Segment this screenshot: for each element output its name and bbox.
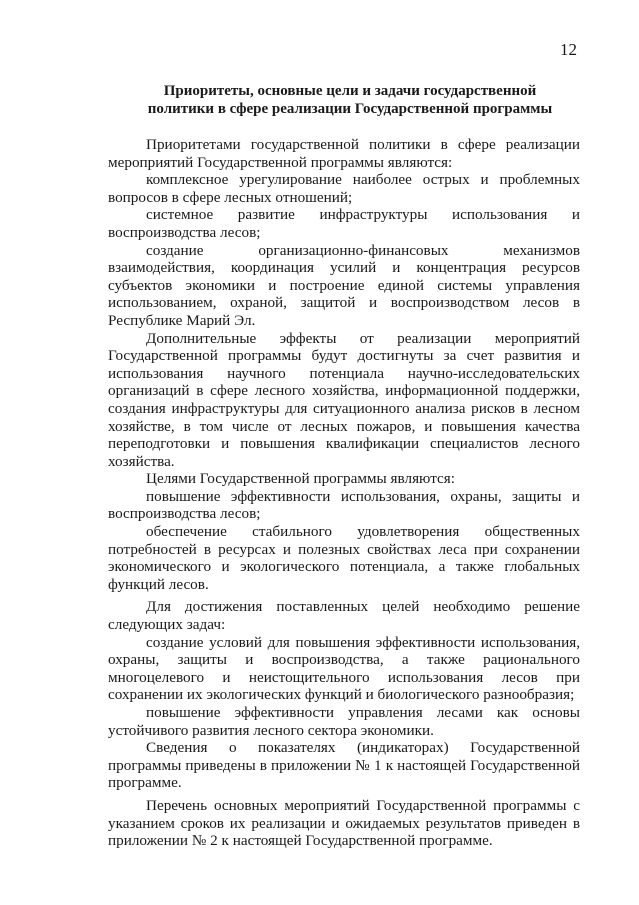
paragraph-tasks-intro: Для достижения поставленных целей необходимо решение следующих задач: <box>108 598 580 634</box>
paragraph-priority-2: системное развитие инфраструктуры использования и воспроизводства лесов; <box>108 206 580 241</box>
paragraph-task-2: повышение эффективности управления лесами как основы устойчивого развития лесного сектора экономики. <box>108 704 580 739</box>
paragraph-goals-intro: Целями Государственной программы являются: <box>146 470 455 488</box>
page-number: 12 <box>560 40 577 59</box>
section-title-line-1: Приоритеты, основные цели и задачи государственной <box>163 83 537 99</box>
paragraph-measures: Перечень основных мероприятий Государственной программы с указанием сроков их реализации и ожидаемых результатов приведен в приложении № 2 к настоящей Государственной программе. <box>108 796 580 850</box>
section-title-line-2: политики в сфере реализации Государственной программы <box>147 101 553 117</box>
paragraph-goal-2: обеспечение стабильного удовлетворения общественных потребностей в ресурсах и полезных свойствах леса при сохранении экономического и экологического потенциала, а также глобальных функций лесов. <box>108 523 580 593</box>
paragraph-task-1: создание условий для повышения эффективности использования, охраны, защиты и воспроизводства, а также рационального многоцелевого и неистощительного использования лесов при сохранении их экологических функций и биологического разнообразия; <box>108 633 580 704</box>
paragraph-goal-1: повышение эффективности использования, охраны, защиты и воспроизводства лесов; <box>108 487 580 523</box>
paragraph-additional-effects: Дополнительные эффекты от реализации мероприятий Государственной программы будут достигнуты за счет развития и использования научного потенциала научно-исследовательских организаций в сфере лесного хозяйства, информационной поддержки, создания инфраструктуры для ситуационного анализа рисков в лесном хозяйстве, в том числе от лесных пожаров, и повышения качества переподготовки и повышения квалификации специалистов лесного хозяйства. <box>108 329 580 470</box>
paragraph-priorities-intro: Приоритетами государственной политики в сфере реализации мероприятий Государственной программы являются: <box>108 136 580 171</box>
section-title <box>110 82 590 118</box>
paragraph-priority-1: комплексное урегулирование наиболее острых и проблемных вопросов в сфере лесных отношений; <box>108 171 580 206</box>
paragraph-priority-3: создание организационно-финансовых механизмов взаимодействия, координация усилий и концентрация ресурсов субъектов экономики и построение единой системы управления использованием, охраной, защитой и воспроизводством лесов в Республике Марий Эл. <box>108 241 580 329</box>
document-body <box>108 136 580 850</box>
paragraph-indicators: Сведения о показателях (индикаторах) Государственной программы приведены в приложении № 1 к настоящей Государственной программе. <box>108 739 580 792</box>
